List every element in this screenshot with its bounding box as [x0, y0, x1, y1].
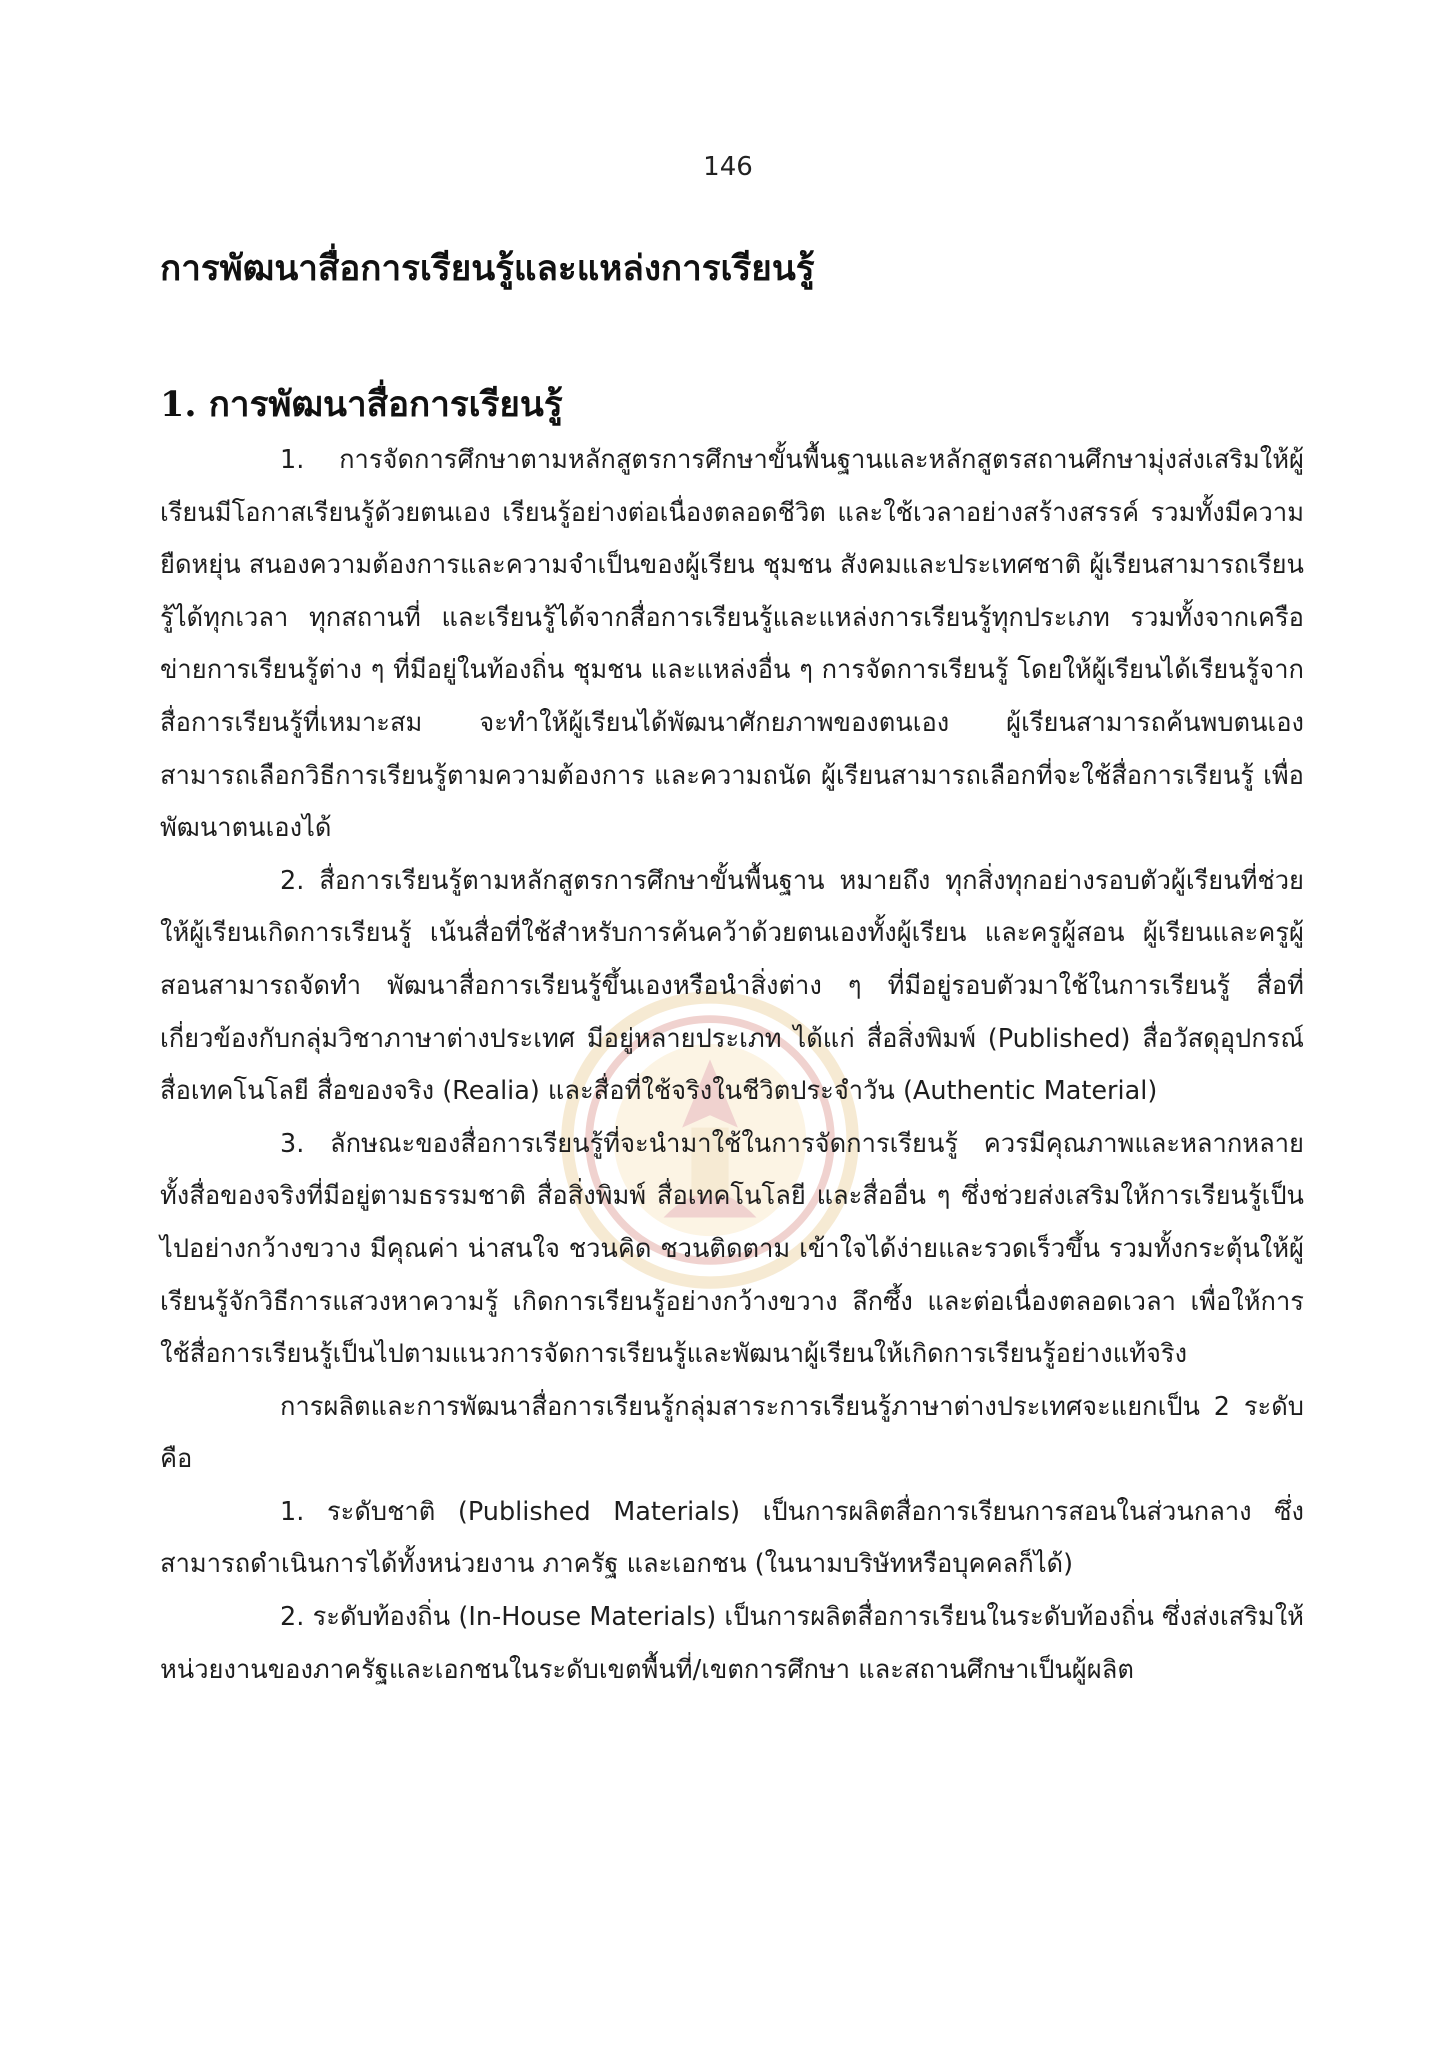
main-title: การพัฒนาสื่อการเรียนรู้และแหล่งการเรียนรู้: [160, 248, 815, 289]
paragraph-1: 1. การจัดการศึกษาตามหลักสูตรการศึกษาขั้นพื้นฐานและหลักสูตรสถานศึกษามุ่งส่งเสริมให้ผู้เรียนมีโอกาสเรียนรู้ด้วยตนเอง เรียนรู้อย่างต่อเนื่องตลอดชีวิต และใช้เวลาอย่างสร้างสรรค์ รวมทั้งมีความยืดหยุ่น สนองความต้องการและความจำเป็นของผู้เรียน ชุมชน สังคมและประเทศชาติ ผู้เรียนสามารถเรียนรู้ได้ทุกเวลา ทุกสถานที่ และเรียนรู้ได้จากสื่อการเรียนรู้และแหล่งการเรียนรู้ทุกประเภท รวมทั้งจากเครือข่ายการเรียนรู้ต่าง ๆ ที่มีอยู่ในท้องถิ่น ชุมชน และแหล่งอื่น ๆ การจัดการเรียนรู้ โดยให้ผู้เรียนได้เรียนรู้จากสื่อการเรียนรู้ที่เหมาะสม จะทำให้ผู้เรียนได้พัฒนาศักยภาพของตนเอง ผู้เรียนสามารถค้นพบตนเอง สามารถเลือกวิธีการเรียนรู้ตามความต้องการ และความถนัด ผู้เรียนสามารถเลือกที่จะใช้สื่อการเรียนรู้ เพื่อพัฒนาตนเองได้: [160, 445, 1304, 844]
page-number: 146: [703, 152, 753, 182]
paragraph-5: 1. ระดับชาติ (Published Materials) เป็นการผลิตสื่อการเรียนการสอนในส่วนกลาง ซึ่งสามารถดำเนินการได้ทั้งหน่วยงาน ภาครัฐ และเอกชน (ในนามบริษัทหรือบุคคลก็ได้): [160, 1496, 1304, 1580]
paragraph-2: 2. สื่อการเรียนรู้ตามหลักสูตรการศึกษาขั้นพื้นฐาน หมายถึง ทุกสิ่งทุกอย่างรอบตัวผู้เรียนที่ช่วยให้ผู้เรียนเกิดการเรียนรู้ เน้นสื่อที่ใช้สำหรับการค้นคว้าด้วยตนเองทั้งผู้เรียน และครูผู้สอน ผู้เรียนและครูผู้สอนสามารถจัดทำ พัฒนาสื่อการเรียนรู้ขึ้นเองหรือนำสิ่งต่าง ๆ ที่มีอยู่รอบตัวมาใช้ในการเรียนรู้ สื่อที่เกี่ยวข้องกับกลุ่มวิชาภาษาต่างประเทศ มีอยู่หลายประเภท ได้แก่ สื่อสิ่งพิมพ์ (Published) สื่อวัสดุอุปกรณ์ สื่อเทคโนโลยี สื่อของจริง (Realia) และสื่อที่ใช้จริงในชีวิตประจำวัน (Authentic Material): [160, 865, 1304, 1107]
section-title: 1. การพัฒนาสื่อการเรียนรู้: [160, 384, 563, 425]
paragraph-3: 3. ลักษณะของสื่อการเรียนรู้ที่จะนำมาใช้ในการจัดการเรียนรู้ ควรมีคุณภาพและหลากหลาย ทั้งสื่อของจริงที่มีอยู่ตามธรรมชาติ สื่อสิ่งพิมพ์ สื่อเทคโนโลยี และสื่ออื่น ๆ ซึ่งช่วยส่งเสริมให้การเรียนรู้เป็นไปอย่างกว้างขวาง มีคุณค่า น่าสนใจ ชวนคิด ชวนติดตาม เข้าใจได้ง่ายและรวดเร็วขึ้น รวมทั้งกระตุ้นให้ผู้เรียนรู้จักวิธีการแสวงหาความรู้ เกิดการเรียนรู้อย่างกว้างขวาง ลึกซึ้ง และต่อเนื่องตลอดเวลา เพื่อให้การใช้สื่อการเรียนรู้เป็นไปตามแนวการจัดการเรียนรู้และพัฒนาผู้เรียนให้เกิดการเรียนรู้อย่างแท้จริง: [160, 1128, 1304, 1370]
page-content: [160, 232, 1304, 1696]
paragraph-6: 2. ระดับท้องถิ่น (In-House Materials) เป็นการผลิตสื่อการเรียนในระดับท้องถิ่น ซึ่งส่งเสริมให้หน่วยงานของภาครัฐและเอกชนในระดับเขตพื้นที่/เขตการศึกษา และสถานศึกษาเป็นผู้ผลิต: [160, 1602, 1304, 1685]
paragraph-4: การผลิตและการพัฒนาสื่อการเรียนรู้กลุ่มสาระการเรียนรู้ภาษาต่างประเทศจะแยกเป็น 2 ระดับ คือ: [160, 1391, 1304, 1475]
